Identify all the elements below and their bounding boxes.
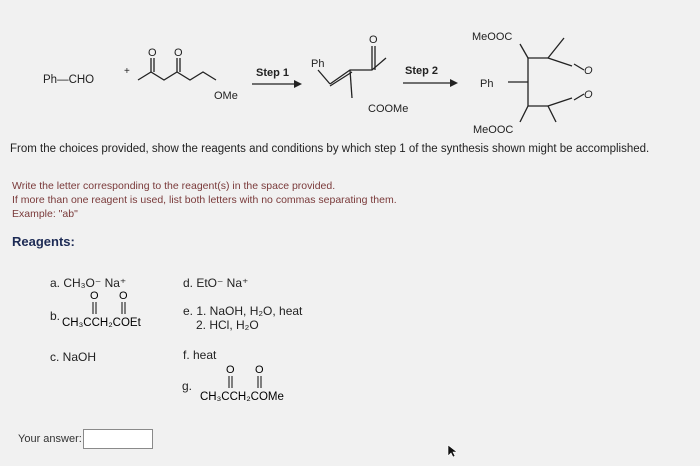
plus-sign: +	[124, 66, 130, 77]
reagent-g-oxygen-1: O	[226, 364, 235, 376]
reagent-f: f. heat	[183, 348, 217, 362]
reagents-heading: Reagents:	[12, 234, 75, 249]
product-skeleton	[508, 38, 584, 122]
intermediate-ph: Ph	[311, 58, 325, 70]
reagent-g-letter: g.	[182, 379, 193, 393]
reagent-b-oxygen-1: O	[90, 290, 99, 302]
reagent-b-formula: CH₃CCH₂COEt	[62, 317, 141, 329]
reagent-b-letter: b.	[50, 309, 61, 323]
instruction-line-1: Write the letter corresponding to the reagent(s) in the space provided.	[12, 180, 336, 192]
reagent-d: d. EtO⁻ Na⁺	[183, 276, 249, 290]
product-oxygen-1: O	[584, 65, 593, 77]
reagent-e-line2: 2. HCl, H₂O	[196, 318, 259, 332]
step2-arrow	[403, 79, 458, 87]
mouse-cursor-icon	[447, 444, 457, 458]
reactant2-ome: OMe	[214, 90, 238, 102]
reactant2-skeleton	[138, 58, 216, 80]
instruction-example: Example: "ab"	[12, 208, 78, 220]
intermediate-skeleton	[318, 46, 386, 98]
reagent-e-line1: e. 1. NaOH, H₂O, heat	[183, 304, 303, 318]
question-text: From the choices provided, show the reagents and conditions by which step 1 of the synthesis shown might be accomplished.	[10, 143, 650, 155]
reagent-a: a. CH₃O⁻ Na⁺	[50, 276, 127, 290]
reactant2-oxygen-1: O	[148, 47, 157, 59]
reactant2-oxygen-2: O	[174, 47, 183, 59]
step2-label: Step 2	[405, 65, 439, 77]
product-top-ester: MeOOC	[472, 31, 513, 43]
answer-input[interactable]	[83, 429, 153, 449]
reagent-g-oxygen-2: O	[255, 364, 264, 376]
reaction-scheme	[0, 0, 700, 150]
reagent-g-structure	[196, 362, 306, 406]
step1-arrow	[252, 80, 302, 88]
intermediate-oxygen: O	[369, 34, 378, 46]
product-bottom-ester: MeOOC	[473, 124, 514, 136]
reagent-b-oxygen-2: O	[119, 290, 128, 302]
product-ph: Ph	[480, 78, 494, 90]
reagent-c: c. NaOH	[50, 350, 97, 364]
answer-label: Your answer:	[18, 433, 82, 445]
step1-label: Step 1	[256, 67, 290, 79]
reagent-b-structure	[60, 288, 160, 332]
reactant-benzaldehyde: Ph—CHO	[43, 74, 95, 86]
product-oxygen-2: O	[584, 89, 593, 101]
intermediate-ester: COOMe	[368, 103, 409, 115]
instruction-line-2: If more than one reagent is used, list both letters with no commas separating them.	[12, 194, 397, 206]
reagent-g-formula: CH₃CCH₂COMe	[200, 391, 284, 403]
